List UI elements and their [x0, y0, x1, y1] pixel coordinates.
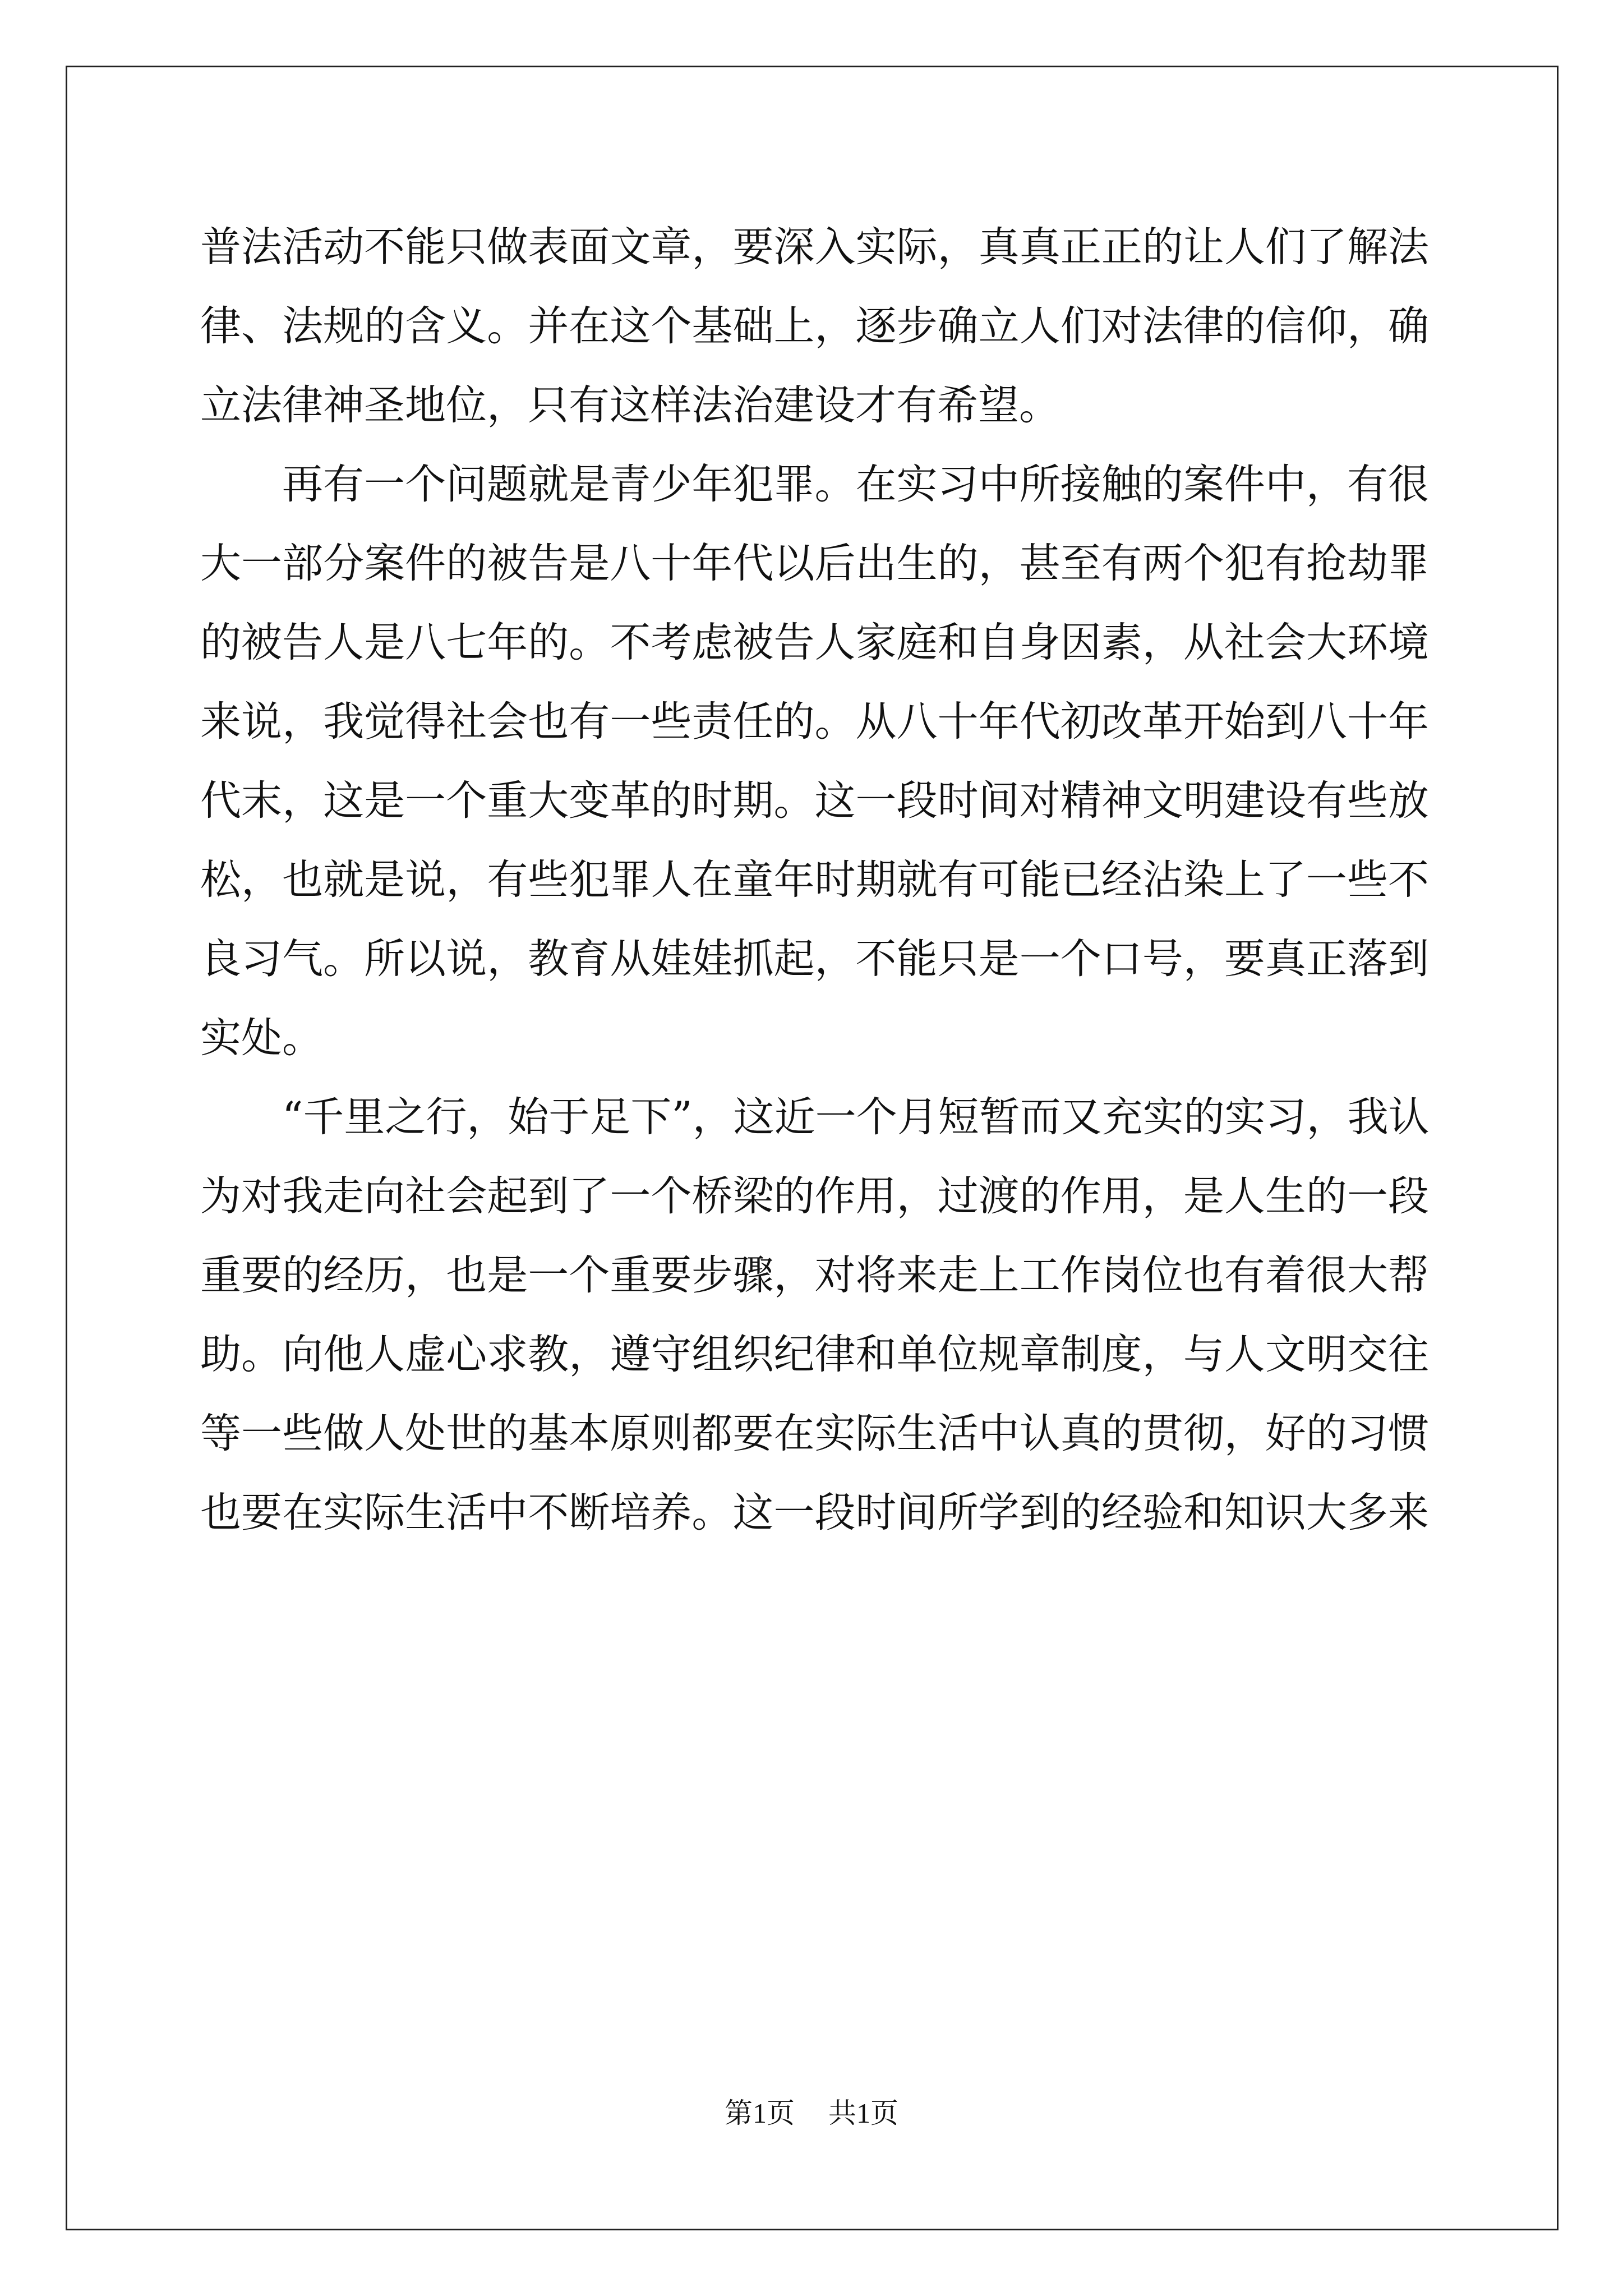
document-body: [200, 208, 1429, 1552]
text-line: 大一部分案件的被告是八十年代以后出生的，甚至有两个犯有抢劫罪: [200, 540, 1429, 587]
paragraph-1: [200, 208, 1429, 445]
text-line: 立法律神圣地位，只有这样法治建设才有希望。: [200, 381, 1060, 429]
paragraph-2: [200, 445, 1429, 1078]
text-line: 再有一个问题就是青少年犯罪。在实习中所接触的案件中，有很: [282, 461, 1429, 508]
text-line: 代末，这是一个重大变革的时期。这一段时间对精神文明建设有些放: [200, 777, 1429, 825]
text-line: 助。向他人虚心求教，遵守组织纪律和单位规章制度，与人文明交往: [200, 1331, 1429, 1378]
text-line: 实处。: [200, 1014, 323, 1062]
text-line: 也要在实际生活中不断培养。这一段时间所学到的经验和知识大多来: [200, 1489, 1429, 1536]
text-line: 松，也就是说，有些犯罪人在童年时期就有可能已经沾染上了一些不: [200, 856, 1429, 904]
text-line: 的被告人是八七年的。不考虑被告人家庭和自身因素，从社会大环境: [200, 619, 1429, 666]
page-footer: [0, 2091, 1623, 2131]
page-number: 第1页: [725, 2097, 795, 2129]
text-line: 为对我走向社会起到了一个桥梁的作用，过渡的作用，是人生的一段: [200, 1172, 1429, 1220]
text-line: 良习气。所以说，教育从娃娃抓起，不能只是一个口号，要真正落到: [200, 935, 1429, 983]
text-line: 普法活动不能只做表面文章，要深入实际，真真正正的让人们了解法: [200, 223, 1429, 271]
text-line: “千里之行，始于足下”，这近一个月短暂而又充实的实习，我认: [282, 1093, 1430, 1141]
page-total: 共1页: [828, 2097, 898, 2129]
paragraph-3: [200, 1078, 1429, 1552]
text-line: 重要的经历，也是一个重要步骤，对将来走上工作岗位也有着很大帮: [200, 1251, 1429, 1299]
text-line: 律、法规的含义。并在这个基础上，逐步确立人们对法律的信仰，确: [200, 302, 1429, 350]
text-line: 来说，我觉得社会也有一些责任的。从八十年代初改革开始到八十年: [200, 698, 1429, 746]
text-line: 等一些做人处世的基本原则都要在实际生活中认真的贯彻，好的习惯: [200, 1410, 1429, 1457]
